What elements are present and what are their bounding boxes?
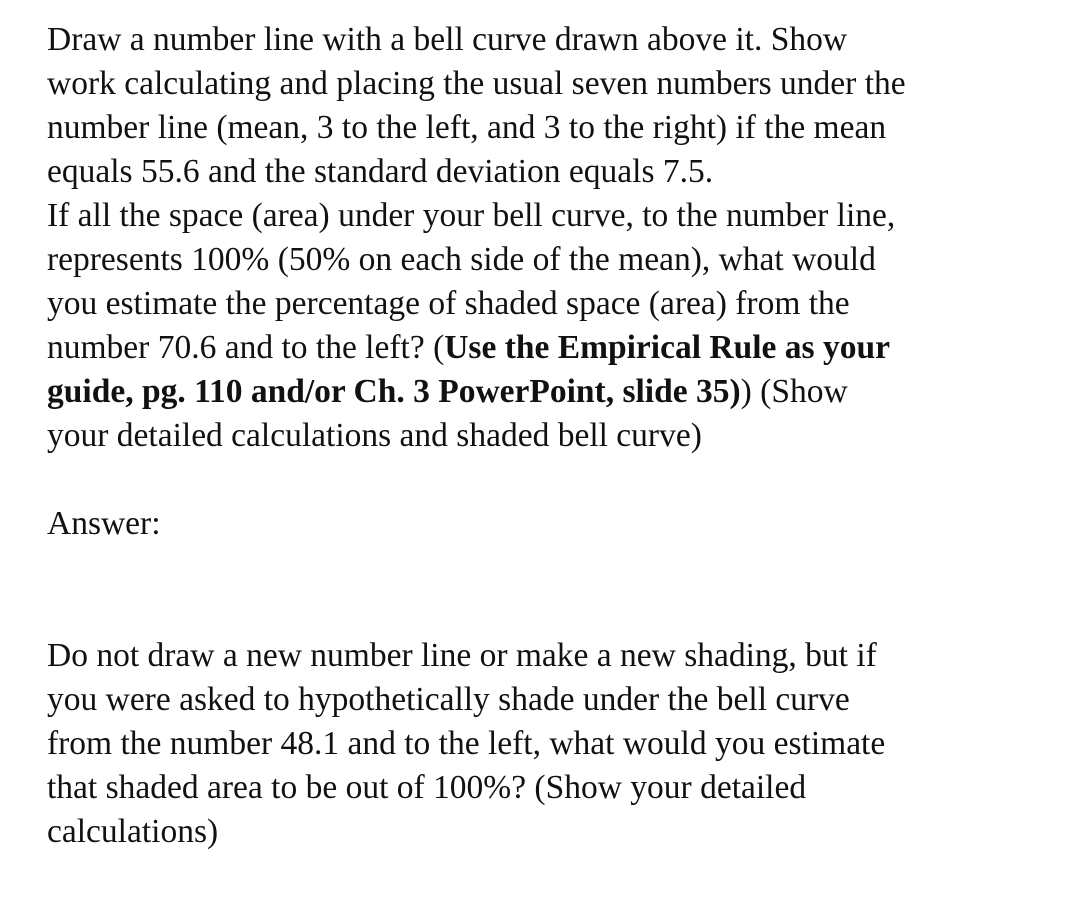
answer-label: Answer: xyxy=(47,505,161,542)
question-1-line: represents 100% (50% on each side of the mean), what would xyxy=(47,241,876,278)
question-2-line: from the number 48.1 and to the left, what would you estimate xyxy=(47,725,886,762)
question-1-line: equals 55.6 and the standard deviation equals 7.5. xyxy=(47,153,714,190)
question-1-line: work calculating and placing the usual seven numbers under the xyxy=(47,65,906,102)
question-1-text: number 70.6 and to the left? ( xyxy=(47,329,445,366)
question-2-line: you were asked to hypothetically shade under the bell curve xyxy=(47,681,850,718)
question-2-line: calculations) xyxy=(47,813,219,850)
question-1-line xyxy=(47,326,1067,370)
question-2-line: Do not draw a new number line or make a new shading, but if xyxy=(47,637,877,674)
question-2-line: that shaded area to be out of 100%? (Show your detailed xyxy=(47,769,807,806)
question-1-line: your detailed calculations and shaded bell curve) xyxy=(47,417,702,454)
empirical-rule-guide-text: Use the Empirical Rule as your xyxy=(444,329,890,366)
question-1-text: ) (Show xyxy=(740,373,848,410)
question-1-line: number line (mean, 3 to the left, and 3 to the right) if the mean xyxy=(47,109,887,146)
document xyxy=(47,18,1067,854)
question-1 xyxy=(47,18,1067,458)
question-1-line: you estimate the percentage of shaded space (area) from the xyxy=(47,285,850,322)
question-1-line: If all the space (area) under your bell curve, to the number line, xyxy=(47,197,896,234)
question-1-line: Draw a number line with a bell curve drawn above it. Show xyxy=(47,21,848,58)
question-1-line xyxy=(47,370,1067,414)
question-2 xyxy=(47,634,1067,854)
empirical-rule-guide-text: guide, pg. 110 and/or Ch. 3 PowerPoint, slide 35) xyxy=(47,373,741,410)
